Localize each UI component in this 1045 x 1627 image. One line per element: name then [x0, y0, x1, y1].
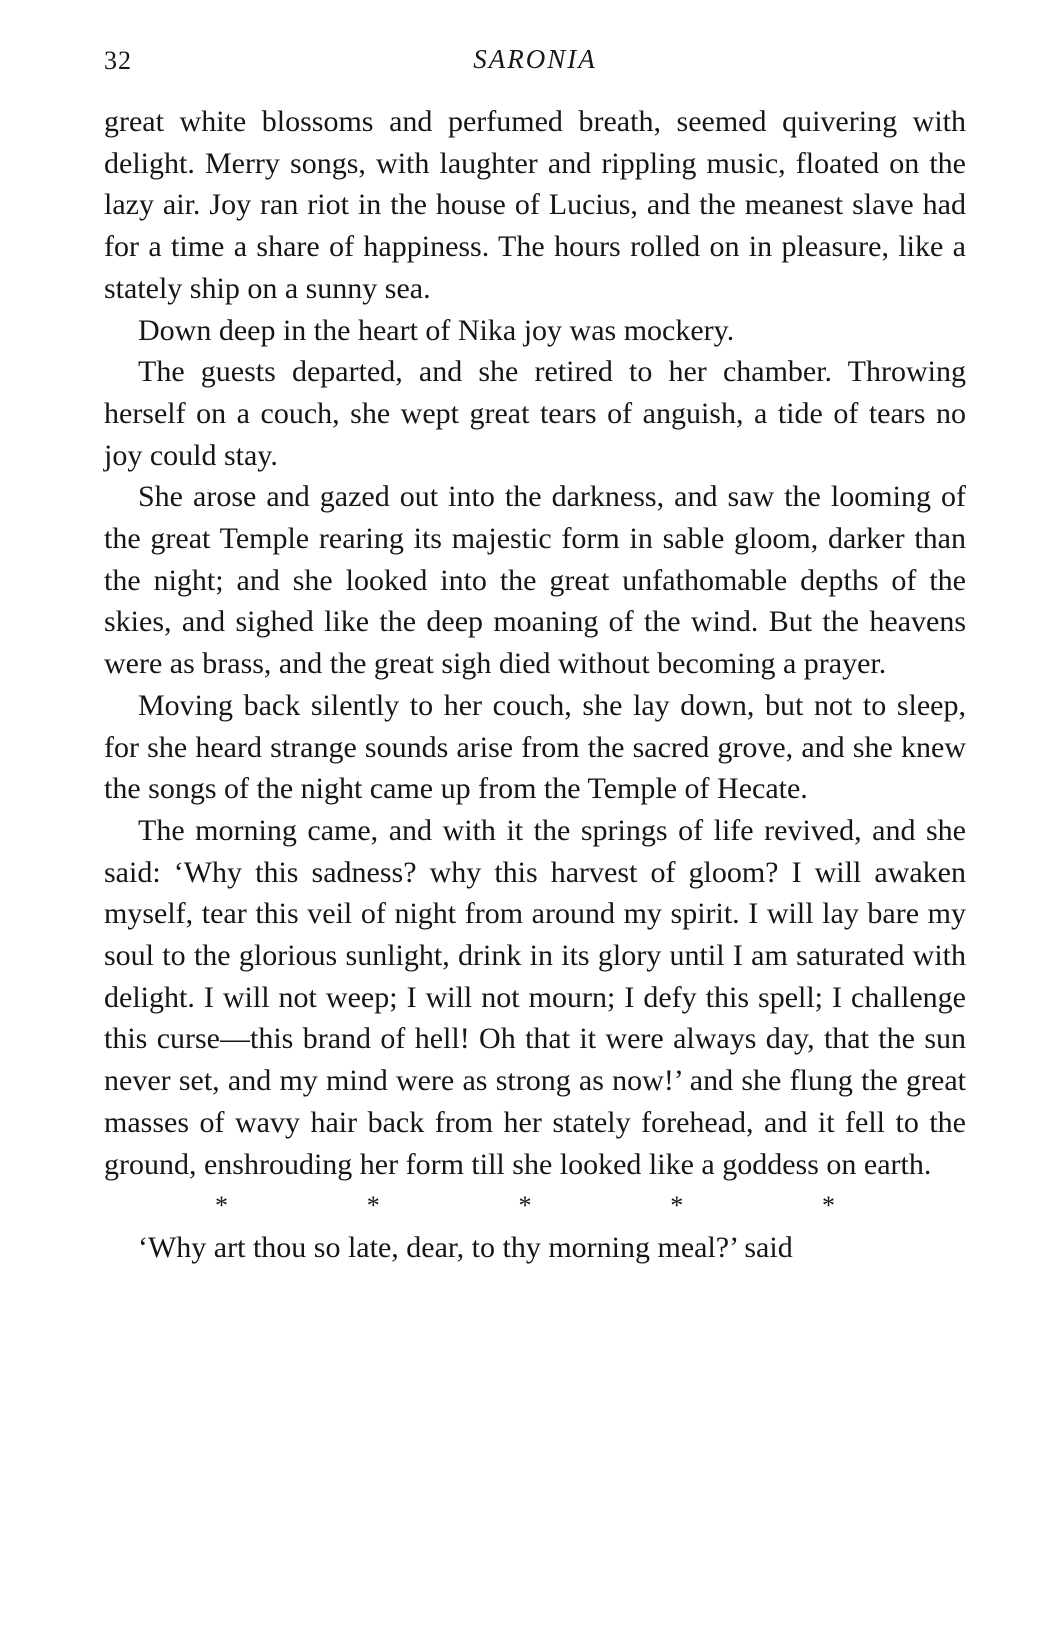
asterisk: *: [215, 1191, 228, 1221]
paragraph: The guests departed, and she retired to her chamber. Throwing herself on a couch, she wept great tears of anguish, a tide of tears no joy could stay.: [104, 355, 966, 472]
asterisk: *: [822, 1191, 835, 1221]
running-title: SARONIA: [473, 44, 597, 74]
asterisk: *: [366, 1191, 380, 1221]
paragraph-final: ‘Why art thou so late, dear, to thy morning meal?’ said: [138, 1230, 793, 1264]
paragraph: Moving back silently to her couch, she lay down, but not to sleep, for she heard strange sounds arise from the sacred grove, and she knew the songs of the night came up from the Temple of Hecate.: [104, 688, 966, 806]
body-text: [104, 101, 966, 1269]
page-number: 32: [104, 46, 132, 75]
paragraph-continued: great white blossoms and perfumed breath, seemed quivering with delight. Merry songs, with laughter and rippling music, floated on the lazy air. Joy ran riot in the house of Lucius, and the meanest slave had for a time a share of happiness. The hours rolled on in pleasure, like a stately ship on a sunny sea.: [104, 105, 966, 305]
paragraph: Down deep in the heart of Nika joy was mockery.: [138, 313, 735, 347]
asterisk: *: [670, 1191, 684, 1221]
paragraph: She arose and gazed out into the darkness, and saw the looming of the great Temple rearing its majestic form in sable gloom, darker than the night; and she looked into the great unfathomable depths of the skies, and sighed like the deep moaning of the wind. But the heavens were as brass, and the great sigh died without becoming a prayer.: [104, 480, 966, 681]
section-break: [215, 1185, 835, 1227]
paragraph: The morning came, and with it the springs of life revived, and she said: ‘Why this sadness? why this harvest of gloom? I will awaken myself, tear this veil of night from around my spirit. I will lay bare my soul to the glorious sunlight, drink in its glory until I am saturated with delight. I will not weep; I will not mourn; I defy this spell; I challenge this curse—this brand of hell! Oh that it were always day, that the sun never set, and my mind were as strong as now!’ and she flung the great masses of wavy hair back from her stately forehead, and it fell to the ground, enshrouding her form till she looked like a goddess on earth.: [104, 813, 966, 1181]
running-head: [104, 44, 966, 84]
asterisk: *: [518, 1191, 532, 1221]
